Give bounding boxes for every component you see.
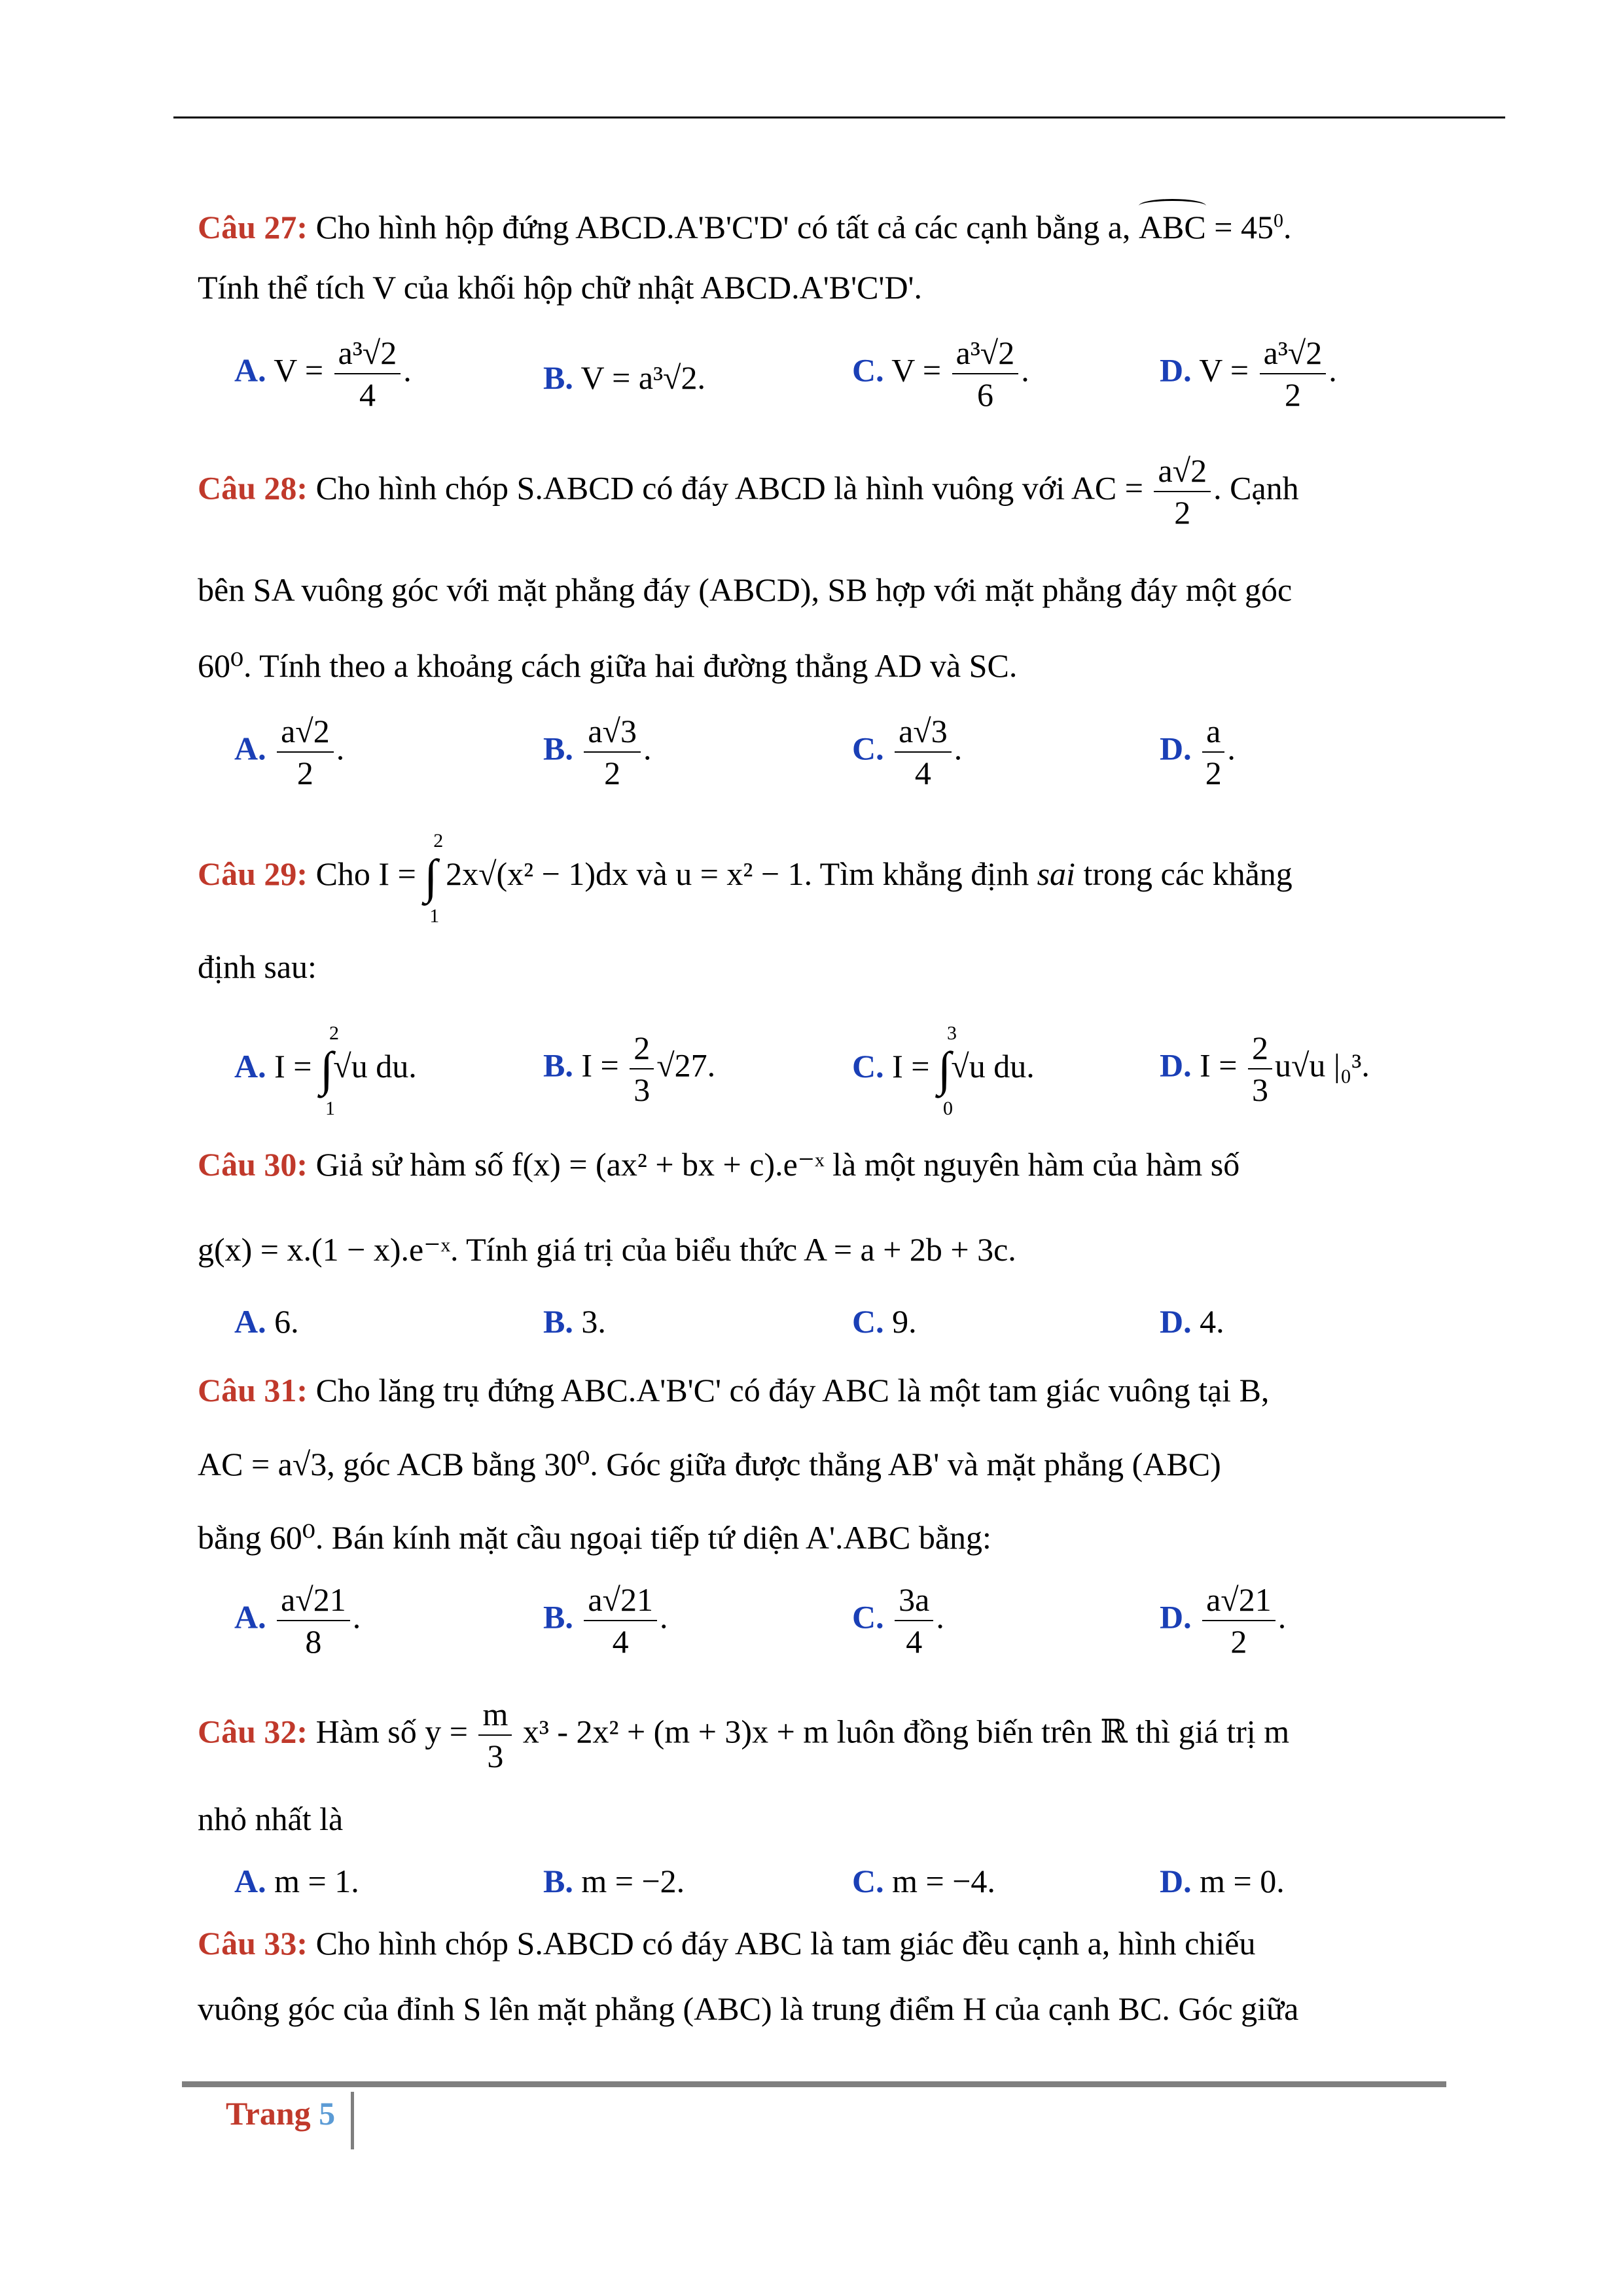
option-value: 6.: [274, 1303, 299, 1340]
fraction-num: a: [1202, 712, 1224, 753]
q32-text1b: x³ - 2x² + (m + 3)x + m luôn đồng biến trên ℝ thì giá trị m: [522, 1713, 1290, 1750]
q28-line3: 60⁰. Tính theo a khoảng cách giữa hai đường thẳng AD và SC.: [198, 647, 1018, 684]
q31-option-a[interactable]: A. $\frac{a√21}{8}$ .: [234, 1581, 361, 1660]
fraction-num: a³√2: [334, 334, 401, 374]
fraction: [1248, 1029, 1272, 1109]
q31-line2: AC = a√3, góc ACB bằng 30⁰. Góc giữa được thẳng AB' và mặt phẳng (ABC): [198, 1446, 1221, 1482]
fraction-num: a³√2: [952, 334, 1019, 374]
q30-option-a[interactable]: [234, 1302, 299, 1340]
fraction-num: 2: [630, 1029, 654, 1069]
q27-line2: Tính thể tích V của khối hộp chữ nhật ABCD.A'B'C'D'.: [198, 269, 923, 306]
q27-text1: Cho hình hộp đứng ABCD.A'B'C'D' có tất cả các cạnh bằng a,: [315, 209, 1131, 245]
q28-option-c[interactable]: C. $\frac{a√3}{4}$ .: [852, 713, 963, 791]
option-suffix: √27.: [656, 1047, 716, 1084]
q30-label: Câu 30:: [198, 1146, 308, 1183]
footer-separator: [351, 2092, 354, 2149]
integral-sign: ∫ 2 1: [424, 830, 444, 927]
q32-line2: nhỏ nhất là: [198, 1801, 344, 1837]
q30-option-c[interactable]: [852, 1302, 917, 1340]
q29-integrand: 2x√(x² − 1)dx: [446, 855, 628, 892]
fraction: [630, 1029, 654, 1109]
fraction-num: a³√2: [1260, 334, 1327, 374]
option-letter: C.: [852, 351, 884, 389]
q32-option-c[interactable]: [852, 1862, 995, 1900]
q31-label: Câu 31:: [198, 1372, 308, 1408]
q27-option-d[interactable]: [1160, 334, 1337, 414]
option-letter: D.: [1160, 730, 1192, 767]
q28-label: Câu 28:: [198, 469, 308, 507]
fraction-den: 8: [305, 1623, 322, 1660]
option-letter: B.: [543, 359, 573, 396]
fraction: [584, 1581, 657, 1660]
q31-option-c[interactable]: C. $\frac{3a}{4}$ .: [852, 1581, 944, 1660]
option-value: m = 1.: [274, 1863, 359, 1899]
fraction-den: 6: [976, 376, 993, 413]
q27-deg: 0: [1273, 209, 1283, 232]
fraction-den: 2: [1284, 376, 1301, 413]
q30-line1: [198, 1145, 1428, 1183]
option-letter: A.: [234, 1863, 266, 1899]
q30-option-b[interactable]: [543, 1302, 606, 1340]
q28-option-a[interactable]: A. $\frac{a√2}{2}$ .: [234, 713, 345, 791]
integral-upper: 2: [433, 830, 444, 852]
fraction-num: m: [478, 1695, 512, 1736]
fraction-den: 3: [1251, 1071, 1268, 1108]
q29-text1a: Cho I =: [315, 855, 416, 892]
option-letter: D.: [1160, 1047, 1192, 1084]
fraction: [1202, 1581, 1275, 1660]
q29-text1c: trong các khẳng: [1083, 855, 1293, 892]
footer-rule: [182, 2081, 1446, 2087]
fraction-den: 2: [604, 755, 621, 791]
option-suffix: u√u |₀³.: [1274, 1047, 1370, 1084]
q31-option-b[interactable]: B. $\frac{a√21}{4}$ .: [543, 1581, 668, 1660]
q29-line2: định sau:: [198, 948, 317, 985]
fraction: [895, 1581, 933, 1660]
fraction-den: 4: [906, 1623, 923, 1660]
option-value: m = 0.: [1200, 1863, 1285, 1899]
q33-text1: Cho hình chóp S.ABCD có đáy ABC là tam giác đều cạnh a, hình chiếu: [315, 1925, 1256, 1962]
fraction-num: a√21: [584, 1581, 657, 1621]
option-letter: A.: [234, 730, 266, 767]
option-prefix: V =: [891, 351, 942, 389]
fraction: [1202, 712, 1224, 792]
integral-upper: 2: [329, 1022, 339, 1044]
fraction: [334, 334, 401, 414]
option-value: 4.: [1200, 1303, 1224, 1340]
q29-option-d[interactable]: [1160, 1029, 1370, 1109]
option-letter: C.: [852, 1303, 884, 1340]
fraction-num: a√21: [277, 1581, 350, 1621]
option-letter: A.: [234, 351, 266, 389]
q28-line2: bên SA vuông góc với mặt phẳng đáy (ABCD), SB hợp với mặt phẳng đáy một góc: [198, 571, 1293, 608]
q29-sai: sai: [1037, 855, 1075, 892]
fraction-den: 2: [296, 755, 313, 791]
q30-text1: Giả sử hàm số f(x) = (ax² + bx + c).e⁻ˣ là một nguyên hàm của hàm số: [315, 1146, 1240, 1183]
fraction-den: 2: [1230, 1623, 1247, 1660]
q33-line2: vuông góc của đỉnh S lên mặt phẳng (ABC) là trung điểm H của cạnh BC. Góc giữa: [198, 1990, 1299, 2027]
q29-option-b[interactable]: [543, 1029, 715, 1109]
option-value: 9.: [892, 1303, 917, 1340]
integral-lower: 1: [429, 905, 440, 927]
option-letter: D.: [1160, 1863, 1192, 1899]
option-letter: B.: [543, 1047, 573, 1084]
option-prefix: V =: [274, 351, 324, 389]
integral-lower: 0: [942, 1098, 953, 1119]
fraction: [1260, 334, 1327, 414]
option-value: m = −4.: [892, 1863, 995, 1899]
fraction-den: 2: [1174, 494, 1191, 531]
q32-label: Câu 32:: [198, 1713, 308, 1750]
option-letter: B.: [543, 1598, 573, 1636]
option-prefix: I =: [274, 1047, 312, 1085]
fraction-num: a√3: [895, 712, 952, 753]
fraction: [952, 334, 1019, 414]
q27-option-b[interactable]: [543, 359, 705, 397]
q27-angle: ABC: [1138, 209, 1206, 245]
q32-text1a: Hàm số y =: [315, 1713, 468, 1750]
integral-upper: 3: [946, 1022, 957, 1044]
fraction-num: a√2: [277, 712, 334, 753]
q29-option-a[interactable]: [234, 1022, 417, 1119]
option-suffix: .: [1021, 351, 1029, 389]
q30-line2: g(x) = x.(1 − x).e⁻ˣ. Tính giá trị của biểu thức A = a + 2b + 3c.: [198, 1231, 1016, 1268]
q28-text1: Cho hình chóp S.ABCD có đáy ABCD là hình vuông với AC =: [315, 469, 1143, 507]
option-letter: A.: [234, 1598, 266, 1636]
fraction-num: 2: [1248, 1029, 1272, 1069]
header-rule: [173, 117, 1505, 118]
option-prefix: V =: [1199, 351, 1249, 389]
fraction-den: 4: [359, 376, 376, 413]
option-suffix: .: [403, 351, 412, 389]
q32-line1: [198, 1695, 1428, 1775]
fraction-num: a√3: [584, 712, 641, 753]
option-letter: D.: [1160, 1303, 1192, 1340]
q28-line1: [198, 452, 1428, 531]
option-letter: A.: [234, 1047, 266, 1085]
option-letter: B.: [543, 730, 573, 767]
option-letter: C.: [852, 730, 884, 767]
fraction-den: 3: [633, 1071, 651, 1108]
option-value: m = −2.: [581, 1863, 685, 1899]
q31-option-d[interactable]: D. $\frac{a√21}{2}$ .: [1160, 1581, 1287, 1660]
fraction-num: a√21: [1202, 1581, 1275, 1621]
fraction: [277, 712, 334, 792]
fraction: [277, 1581, 350, 1660]
q27-angle-val: = 45: [1214, 209, 1274, 245]
q27-option-a[interactable]: [234, 334, 412, 414]
q28-text1b: . Cạnh: [1213, 469, 1299, 507]
option-letter: D.: [1160, 1598, 1192, 1636]
fraction-den: 4: [914, 755, 931, 791]
footer-label: Trang: [226, 2095, 311, 2132]
q27-option-c[interactable]: [852, 334, 1029, 414]
q29-text1b: và u = x² − 1. Tìm khẳng định: [636, 855, 1029, 892]
integral-lower: 1: [325, 1098, 335, 1119]
option-letter: C.: [852, 1047, 884, 1085]
fraction: [584, 712, 641, 792]
q31-line3: bằng 60⁰. Bán kính mặt cầu ngoại tiếp tứ diện A'.ABC bằng:: [198, 1519, 991, 1556]
q29-line1: [198, 830, 1428, 927]
page-footer: [226, 2094, 335, 2132]
fraction-num: 3a: [895, 1581, 933, 1621]
option-letter: B.: [543, 1863, 573, 1899]
q31-line1: [198, 1371, 1428, 1409]
option-expr: V = a³√2.: [580, 359, 705, 396]
integral-sign: ∫ 3 0: [937, 1022, 957, 1119]
option-prefix: I =: [892, 1047, 930, 1085]
q29-label: Câu 29:: [198, 855, 308, 892]
q33-label: Câu 33:: [198, 1925, 308, 1962]
fraction-num: a√2: [1154, 452, 1211, 492]
page-number: 5: [319, 2095, 336, 2132]
q32-option-a[interactable]: [234, 1862, 359, 1900]
q28-option-b[interactable]: B. $\frac{a√3}{2}$ .: [543, 713, 652, 791]
q32-option-b[interactable]: [543, 1862, 685, 1900]
option-suffix: .: [1329, 351, 1337, 389]
option-body: √u du.: [333, 1047, 417, 1085]
q29-option-c[interactable]: [852, 1022, 1035, 1119]
option-letter: B.: [543, 1303, 573, 1340]
option-letter: C.: [852, 1598, 884, 1636]
fraction-den: 4: [612, 1623, 629, 1660]
option-prefix: I =: [1200, 1047, 1238, 1084]
option-letter: A.: [234, 1303, 266, 1340]
q31-text1: Cho lăng trụ đứng ABC.A'B'C' có đáy ABC là một tam giác vuông tại B,: [315, 1372, 1270, 1408]
option-prefix: I =: [581, 1047, 619, 1084]
q27-label: Câu 27:: [198, 209, 308, 245]
q28-option-d[interactable]: D. $\frac{a}{2}$ .: [1160, 713, 1236, 791]
q30-option-d[interactable]: [1160, 1302, 1224, 1340]
q27-line1: Câu 27: Cho hình hộp đứng ABCD.A'B'C'D' có tất cả các cạnh bằng a, ABC = $45^0$.: [198, 209, 1292, 245]
integral-sign: ∫ 2 1: [319, 1022, 339, 1119]
fraction: [1154, 452, 1211, 531]
option-body: √u du.: [951, 1047, 1035, 1085]
option-value: 3.: [581, 1303, 606, 1340]
q33-line1: [198, 1924, 1428, 1962]
option-letter: D.: [1160, 351, 1192, 389]
q32-option-d[interactable]: [1160, 1862, 1285, 1900]
fraction-den: 2: [1205, 755, 1222, 791]
option-letter: C.: [852, 1863, 884, 1899]
fraction: [895, 712, 952, 792]
fraction: [478, 1695, 512, 1775]
fraction-den: 3: [487, 1738, 504, 1774]
